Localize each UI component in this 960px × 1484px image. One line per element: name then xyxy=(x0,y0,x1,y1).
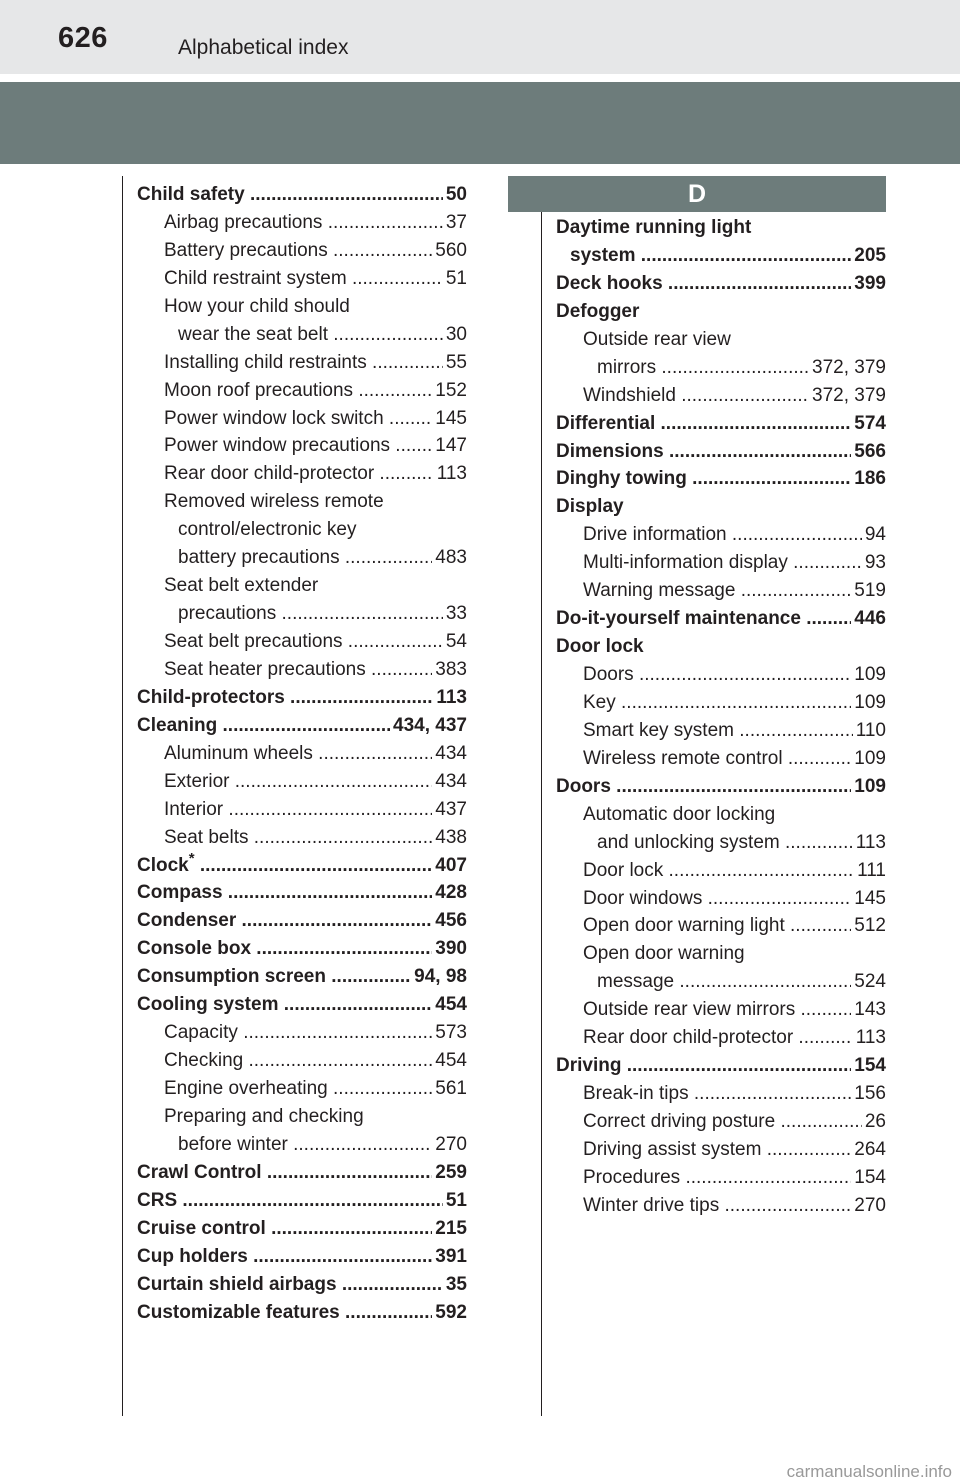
index-entry xyxy=(556,326,886,354)
index-entry-page: 113 xyxy=(853,1024,886,1052)
index-entry xyxy=(556,1164,886,1192)
index-entry-page: 259 xyxy=(432,1159,467,1187)
index-entry-page: 156 xyxy=(851,1080,886,1108)
index-entry-term: Exterior ..... xyxy=(164,768,467,796)
index-entry xyxy=(556,1108,886,1136)
index-entry-term: Installing child restraints ..... xyxy=(164,349,467,377)
index-entry-term: Deck hooks ..... xyxy=(556,270,886,298)
index-entry xyxy=(137,544,467,572)
index-entry-term: Console box ..... xyxy=(137,935,467,963)
index-entry-page: 205 xyxy=(851,242,886,270)
index-entry xyxy=(137,377,467,405)
index-entry xyxy=(137,852,467,880)
index-entry-term: Rear door child-protector ..... xyxy=(583,1024,886,1052)
index-entry-term: Seat belt extender xyxy=(164,575,319,597)
index-entry-term: Child safety ..... xyxy=(137,181,467,209)
index-entry-page: 215 xyxy=(432,1215,467,1243)
index-entry xyxy=(556,689,886,717)
index-entry-page: 454 xyxy=(432,1047,467,1075)
index-entry-term: control/electronic key xyxy=(178,519,357,541)
index-entry-page: 434 xyxy=(432,768,467,796)
index-entry xyxy=(137,1131,467,1159)
index-entry-term: Warning message ..... xyxy=(583,577,886,605)
index-entry-term: Automatic door locking xyxy=(583,803,776,825)
index-entry-term: Cup holders ..... xyxy=(137,1243,467,1271)
section-letter-heading: D xyxy=(508,176,886,212)
index-entry-term: Removed wireless remote xyxy=(164,491,384,513)
index-entry-page: 372, 379 xyxy=(809,382,886,410)
index-entry xyxy=(556,996,886,1024)
index-entry-term: Interior ..... xyxy=(164,796,467,824)
index-entry xyxy=(137,181,467,209)
index-entry-page: 113 xyxy=(434,460,467,488)
index-entry-page: 154 xyxy=(851,1052,886,1080)
index-entry-term: Engine overheating ..... xyxy=(164,1075,467,1103)
right-index-column xyxy=(556,214,886,1220)
index-entry xyxy=(137,321,467,349)
index-entry-term: Child restraint system ..... xyxy=(164,265,467,293)
index-entry-page: 399 xyxy=(851,270,886,298)
index-entry xyxy=(556,717,886,745)
index-entry-term: Rear door child-protector ..... xyxy=(164,460,467,488)
index-entry-page: 145 xyxy=(851,885,886,913)
watermark: carmanualsonline.info xyxy=(786,1462,952,1481)
index-entry xyxy=(137,963,467,991)
index-entry-term: Power window precautions ..... xyxy=(164,432,467,460)
index-entry-term: Cleaning ..... xyxy=(137,712,467,740)
page-number: 626 xyxy=(58,22,108,54)
index-entry-term: Outside rear view mirrors ..... xyxy=(583,996,886,1024)
index-entry-term: Seat belt precautions ..... xyxy=(164,628,467,656)
left-index-column xyxy=(137,181,467,1326)
index-entry xyxy=(556,940,886,968)
index-entry-page: 94 xyxy=(862,521,886,549)
page-title: Alphabetical index xyxy=(178,36,349,59)
index-entry-page: 113 xyxy=(853,829,886,857)
index-entry xyxy=(556,270,886,298)
index-entry xyxy=(556,857,886,885)
index-entry-page: 573 xyxy=(432,1019,467,1047)
index-entry-page: 561 xyxy=(432,1075,467,1103)
index-entry xyxy=(556,465,886,493)
index-entry xyxy=(137,796,467,824)
index-entry xyxy=(556,745,886,773)
index-entry-term: Door windows ..... xyxy=(583,885,886,913)
left-column-rule xyxy=(122,176,123,1416)
index-entry xyxy=(137,1159,467,1187)
index-entry-term: Battery precautions ..... xyxy=(164,237,467,265)
index-entry-term: Break-in tips ..... xyxy=(583,1080,886,1108)
index-entry xyxy=(556,1136,886,1164)
index-entry-term: Airbag precautions ..... xyxy=(164,209,467,237)
page-header xyxy=(0,0,960,74)
index-entry-term: Doors ..... xyxy=(556,773,886,801)
index-entry-page: 560 xyxy=(432,237,467,265)
index-entry-term: Correct driving posture ..... xyxy=(583,1108,886,1136)
index-entry-page: 51 xyxy=(443,1187,467,1215)
index-entry-term: battery precautions ..... xyxy=(178,544,467,572)
index-entry xyxy=(556,912,886,940)
index-entry-page: 154 xyxy=(851,1164,886,1192)
index-entry-term: Door lock xyxy=(556,636,644,658)
index-entry-term: Seat heater precautions ..... xyxy=(164,656,467,684)
index-entry-page: 428 xyxy=(432,879,467,907)
index-entry-page: 152 xyxy=(432,377,467,405)
index-entry xyxy=(137,712,467,740)
index-entry xyxy=(137,1019,467,1047)
index-entry xyxy=(137,879,467,907)
index-entry-page: 113 xyxy=(433,684,467,712)
index-entry-term: How your child should xyxy=(164,295,350,317)
index-entry-term: Power window lock switch ..... xyxy=(164,405,467,433)
index-entry xyxy=(137,656,467,684)
index-entry-page: 109 xyxy=(851,745,886,773)
index-entry xyxy=(556,521,886,549)
index-entry-term: Cruise control ..... xyxy=(137,1215,467,1243)
index-entry-term: message ..... xyxy=(597,968,886,996)
index-entry-term: before winter ..... xyxy=(178,1131,467,1159)
index-entry-term: Key ..... xyxy=(583,689,886,717)
index-entry xyxy=(556,829,886,857)
index-entry-term: Preparing and checking xyxy=(164,1105,364,1127)
index-entry-page: 519 xyxy=(851,577,886,605)
index-entry xyxy=(137,1271,467,1299)
footnote-marker: * xyxy=(188,851,195,867)
index-entry-page: 390 xyxy=(432,935,467,963)
index-entry-term: Compass ..... xyxy=(137,879,467,907)
index-entry xyxy=(137,1187,467,1215)
index-entry xyxy=(137,237,467,265)
index-entry-term: Multi-information display ..... xyxy=(583,549,886,577)
index-entry-page: 574 xyxy=(851,410,886,438)
index-entry-page: 454 xyxy=(432,991,467,1019)
index-entry xyxy=(137,265,467,293)
index-entry-page: 50 xyxy=(443,181,467,209)
index-entry-term: Condenser ..... xyxy=(137,907,467,935)
index-entry xyxy=(556,801,886,829)
index-entry xyxy=(137,684,467,712)
index-entry-term: mirrors ..... xyxy=(597,354,886,382)
index-entry-term: system ..... xyxy=(570,242,886,270)
index-entry xyxy=(556,661,886,689)
index-entry-page: 110 xyxy=(853,717,886,745)
index-entry xyxy=(137,768,467,796)
index-entry-page: 145 xyxy=(432,405,467,433)
index-entry-term: Checking ..... xyxy=(164,1047,467,1075)
index-entry-page: 94, 98 xyxy=(411,963,467,991)
index-entry-term: Seat belts ..... xyxy=(164,824,467,852)
index-entry-page: 264 xyxy=(851,1136,886,1164)
index-entry-term: Dinghy towing ..... xyxy=(556,465,886,493)
index-entry xyxy=(137,1243,467,1271)
index-entry-page: 512 xyxy=(851,912,886,940)
index-entry-page: 446 xyxy=(851,605,886,633)
index-entry-page: 111 xyxy=(854,857,886,885)
index-entry xyxy=(556,885,886,913)
index-entry-term: and unlocking system ..... xyxy=(597,829,886,857)
index-entry-page: 26 xyxy=(862,1108,886,1136)
index-entry-term: Driving assist system ..... xyxy=(583,1136,886,1164)
index-entry-term: Open door warning xyxy=(583,943,745,965)
index-entry-page: 147 xyxy=(432,432,467,460)
index-entry-term: Daytime running light xyxy=(556,217,752,238)
index-entry xyxy=(556,354,886,382)
index-entry xyxy=(137,488,467,516)
index-entry xyxy=(556,382,886,410)
index-entry xyxy=(137,907,467,935)
index-entry-term: Wireless remote control ..... xyxy=(583,745,886,773)
index-entry-page: 456 xyxy=(432,907,467,935)
index-entry-term: CRS ..... xyxy=(137,1187,467,1215)
index-entry-page: 55 xyxy=(443,349,467,377)
index-entry-page: 54 xyxy=(443,628,467,656)
index-entry xyxy=(137,600,467,628)
index-entry xyxy=(556,1080,886,1108)
index-entry-page: 524 xyxy=(851,968,886,996)
index-entry-page: 37 xyxy=(443,209,467,237)
index-entry-term: Do-it-yourself maintenance ..... xyxy=(556,605,886,633)
index-entry xyxy=(137,349,467,377)
index-entry-term: Open door warning light ..... xyxy=(583,912,886,940)
index-entry xyxy=(556,493,886,521)
index-entry-page: 109 xyxy=(851,773,886,801)
index-entry xyxy=(556,1024,886,1052)
index-entry xyxy=(556,1052,886,1080)
index-entry xyxy=(137,432,467,460)
index-entry-page: 186 xyxy=(851,465,886,493)
index-entry-term: Clock* ..... xyxy=(137,852,467,880)
index-entry xyxy=(556,242,886,270)
index-entry-page: 372, 379 xyxy=(809,354,886,382)
index-entry-page: 270 xyxy=(432,1131,467,1159)
index-entry-term: Moon roof precautions ..... xyxy=(164,377,467,405)
index-entry xyxy=(556,549,886,577)
index-entry-page: 383 xyxy=(432,656,467,684)
index-entry xyxy=(556,438,886,466)
index-entry-page: 30 xyxy=(443,321,467,349)
index-entry xyxy=(556,633,886,661)
header-band xyxy=(0,82,960,164)
index-entry xyxy=(137,935,467,963)
index-entry xyxy=(137,460,467,488)
index-entry-term: Dimensions ..... xyxy=(556,438,886,466)
index-entry-page: 109 xyxy=(851,661,886,689)
index-entry-page: 109 xyxy=(851,689,886,717)
index-entry xyxy=(137,293,467,321)
index-entry-term: Smart key system ..... xyxy=(583,717,886,745)
index-entry-term: Drive information ..... xyxy=(583,521,886,549)
index-entry-page: 391 xyxy=(432,1243,467,1271)
index-entry-page: 33 xyxy=(443,600,467,628)
index-entry-term: Differential ..... xyxy=(556,410,886,438)
index-entry xyxy=(137,1047,467,1075)
index-entry xyxy=(137,740,467,768)
index-entry xyxy=(137,1299,467,1327)
index-entry-term: Aluminum wheels ..... xyxy=(164,740,467,768)
index-entry xyxy=(556,605,886,633)
index-entry xyxy=(137,1075,467,1103)
index-entry xyxy=(556,1192,886,1220)
index-entry-term: Door lock ..... xyxy=(583,857,886,885)
index-entry-term: Crawl Control ..... xyxy=(137,1159,467,1187)
index-entry-term: Customizable features ..... xyxy=(137,1299,467,1327)
index-entry xyxy=(137,1103,467,1131)
index-entry xyxy=(556,773,886,801)
index-entry xyxy=(137,1215,467,1243)
index-entry-page: 483 xyxy=(432,544,467,572)
index-entry-term: Doors ..... xyxy=(583,661,886,689)
index-entry-term: Display xyxy=(556,496,624,518)
index-entry-term: Curtain shield airbags ..... xyxy=(137,1271,467,1299)
index-entry-term: Child-protectors ..... xyxy=(137,684,467,712)
index-entry-term: precautions ..... xyxy=(178,600,467,628)
index-entry-term: Cooling system ..... xyxy=(137,991,467,1019)
index-entry-page: 35 xyxy=(443,1271,467,1299)
index-entry xyxy=(556,577,886,605)
index-entry xyxy=(556,968,886,996)
index-entry-term: Procedures ..... xyxy=(583,1164,886,1192)
index-entry xyxy=(137,405,467,433)
index-entry-term: Capacity ..... xyxy=(164,1019,467,1047)
index-entry xyxy=(556,410,886,438)
index-entry-page: 566 xyxy=(851,438,886,466)
index-entry xyxy=(137,572,467,600)
index-entry-term: Outside rear view xyxy=(583,328,731,350)
index-entry xyxy=(137,628,467,656)
index-entry-page: 434, 437 xyxy=(390,712,467,740)
index-entry-page: 592 xyxy=(432,1299,467,1327)
index-entry-page: 270 xyxy=(851,1192,886,1220)
index-entry-term: Defogger xyxy=(556,300,640,322)
index-entry-page: 93 xyxy=(862,549,886,577)
index-entry-term: Driving ..... xyxy=(556,1052,886,1080)
index-entry xyxy=(137,516,467,544)
index-entry-page: 438 xyxy=(432,824,467,852)
index-entry-term: Winter drive tips ..... xyxy=(583,1192,886,1220)
right-column-rule xyxy=(541,212,542,1416)
index-entry-page: 434 xyxy=(432,740,467,768)
index-entry-term: Consumption screen ..... xyxy=(137,963,467,991)
index-entry xyxy=(556,298,886,326)
index-entry-term: wear the seat belt ..... xyxy=(178,321,467,349)
index-entry xyxy=(137,824,467,852)
index-entry-term: Windshield ..... xyxy=(583,382,886,410)
index-entry xyxy=(137,209,467,237)
index-entry-page: 437 xyxy=(432,796,467,824)
index-entry-page: 143 xyxy=(851,996,886,1024)
index-entry-page: 51 xyxy=(443,265,467,293)
index-entry xyxy=(556,214,886,242)
index-entry xyxy=(137,991,467,1019)
index-entry-page: 407 xyxy=(432,852,467,880)
